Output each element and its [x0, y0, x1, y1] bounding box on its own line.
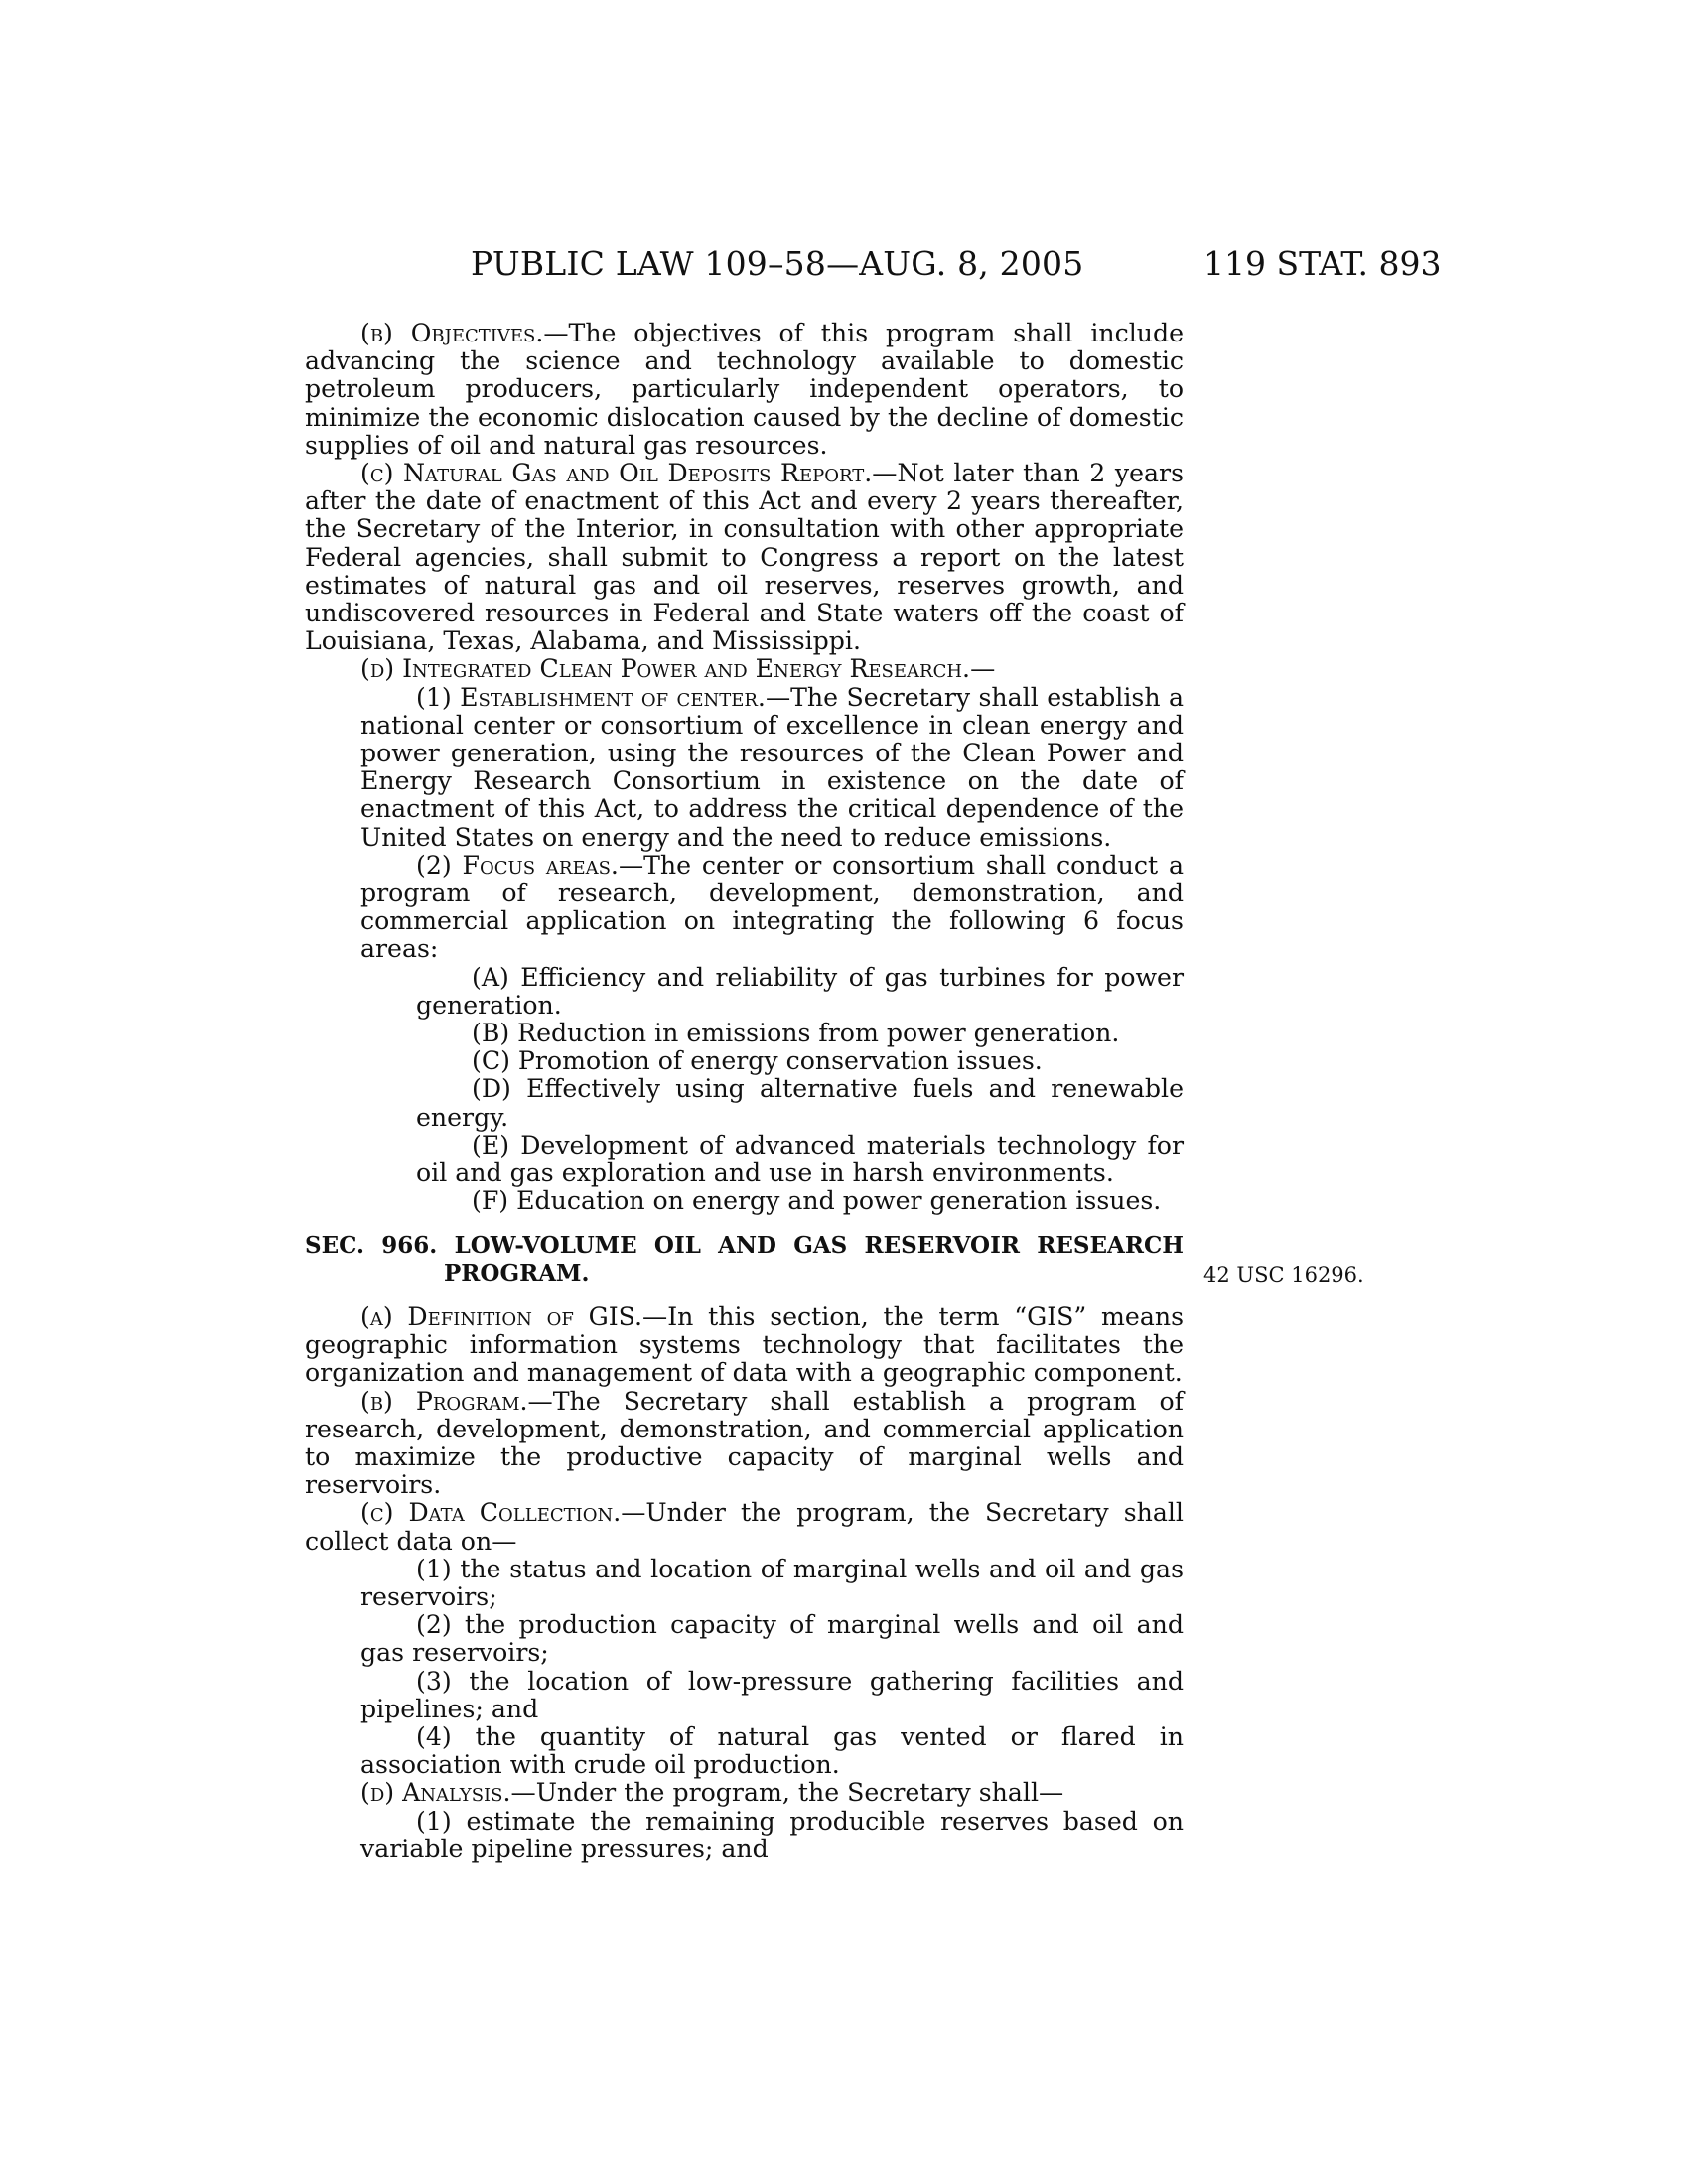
analysis-item-1: (1) estimate the remaining producible reserves based on variable pipeline pressures; and — [360, 1806, 1184, 1863]
data-item-4: (4) the quantity of natural gas vented or flared in association with crude oil production. — [360, 1721, 1184, 1780]
data-item-3: (3) the location of low-pressure gathering facilities and pipelines; and — [360, 1666, 1184, 1723]
heading-integrated-research: (d) Integrated Clean Power and Energy Research. — [360, 654, 971, 684]
heading-analysis: (d) Analysis. — [360, 1778, 511, 1808]
data-item-1: (1) the status and location of marginal wells and oil and gas reservoirs; — [360, 1554, 1184, 1611]
heading-focus-areas: (2) Focus areas. — [416, 850, 619, 880]
text-establishment: —The Secretary shall establish a national center or consortium of excellence in clean energy and power generation, using the resources of the Clean Power and Energy Research Consortium in existence on the date of enactment of this Act, to address the critical dependence of the United States on energy and the need to reduce emissions. — [360, 682, 1184, 852]
running-title: PUBLIC LAW 109–58—AUG. 8, 2005 — [471, 244, 1084, 283]
paragraph-a-gis — [305, 1303, 1184, 1388]
body-text — [305, 320, 1184, 1863]
paragraph-b-objectives — [305, 320, 1184, 460]
paragraph-d-analysis — [305, 1779, 1184, 1807]
text-program: —The Secretary shall establish a program of research, development, demonstration, and commercial application to maximize the productive capacity of marginal wells and reservoirs. — [305, 1386, 1184, 1500]
paragraph-d2-focus — [360, 852, 1184, 964]
paragraph-d-integrated — [305, 655, 1184, 683]
focus-area-c: (C) Promotion of energy conservation issues. — [472, 1046, 1043, 1076]
heading-definition-gis: (a) Definition of GIS. — [360, 1301, 643, 1331]
paragraph-c-data-collection — [305, 1499, 1184, 1555]
heading-program: (b) Program. — [360, 1386, 528, 1416]
text-analysis: —Under the program, the Secretary shall— — [510, 1778, 1064, 1808]
heading-data-collection: (c) Data Collection. — [360, 1498, 622, 1528]
text-focus-areas: —The center or consortium shall conduct a program of research, development, demonstration, and commercial application on integrating the following 6 focus areas: — [360, 850, 1184, 964]
paragraph-d1-center — [360, 684, 1184, 852]
text-deposits-report: —Not later than 2 years after the date of enactment of this Act and every 2 years thereafter, the Secretary of the Interior, in consultation with other appropriate Federal agencies, shall submit to Congress a report on the latest estimates of natural gas and oil reserves, reserves growth, and undiscovered resources in Federal and State waters off the coast of Louisiana, Texas, Alabama, and Mississippi. — [305, 459, 1184, 656]
focus-area-e: (E) Development of advanced materials technology for oil and gas exploration and use in harsh environments. — [416, 1130, 1184, 1188]
focus-area-b: (B) Reduction in emissions from power generation. — [472, 1019, 1120, 1048]
heading-deposits-report: (c) Natural Gas and Oil Deposits Report. — [360, 459, 873, 488]
focus-area-f: (F) Education on energy and power generation issues. — [472, 1186, 1162, 1216]
paragraph-c-report — [305, 460, 1184, 655]
heading-objectives: (b) Objectives. — [360, 319, 544, 347]
heading-establishment: (1) Establishment of center. — [416, 682, 766, 712]
focus-area-a: (A) Efficiency and reliability of gas turbines for power generation. — [416, 962, 1184, 1020]
paragraph-b-program — [305, 1388, 1184, 1500]
text-definition-gis: —In this section, the term “GIS” means geographic information systems technology that facilitates the organization and management of data with a geographic component. — [305, 1301, 1184, 1388]
text-integrated-research: — — [970, 654, 996, 684]
margin-citation: 42 USC 16296. — [1203, 1263, 1364, 1287]
text-objectives: —The objectives of this program shall include advancing the science and technology available to domestic petroleum producers, particularly independent operators, to minimize the economic dislocation caused by the decline of domestic supplies of oil and natural gas resources. — [305, 319, 1185, 460]
section-966-heading: SEC. 966. LOW-VOLUME OIL AND GAS RESERVOIR RESEARCH PROGRAM. — [305, 1231, 1184, 1287]
data-item-2: (2) the production capacity of marginal wells and oil and gas reservoirs; — [360, 1610, 1184, 1668]
focus-area-d: (D) Effectively using alternative fuels and renewable energy. — [416, 1074, 1184, 1132]
text-data-collection: —Under the program, the Secretary shall collect data on— — [305, 1498, 1184, 1556]
stat-page-number: 119 STAT. 893 — [1203, 244, 1442, 283]
